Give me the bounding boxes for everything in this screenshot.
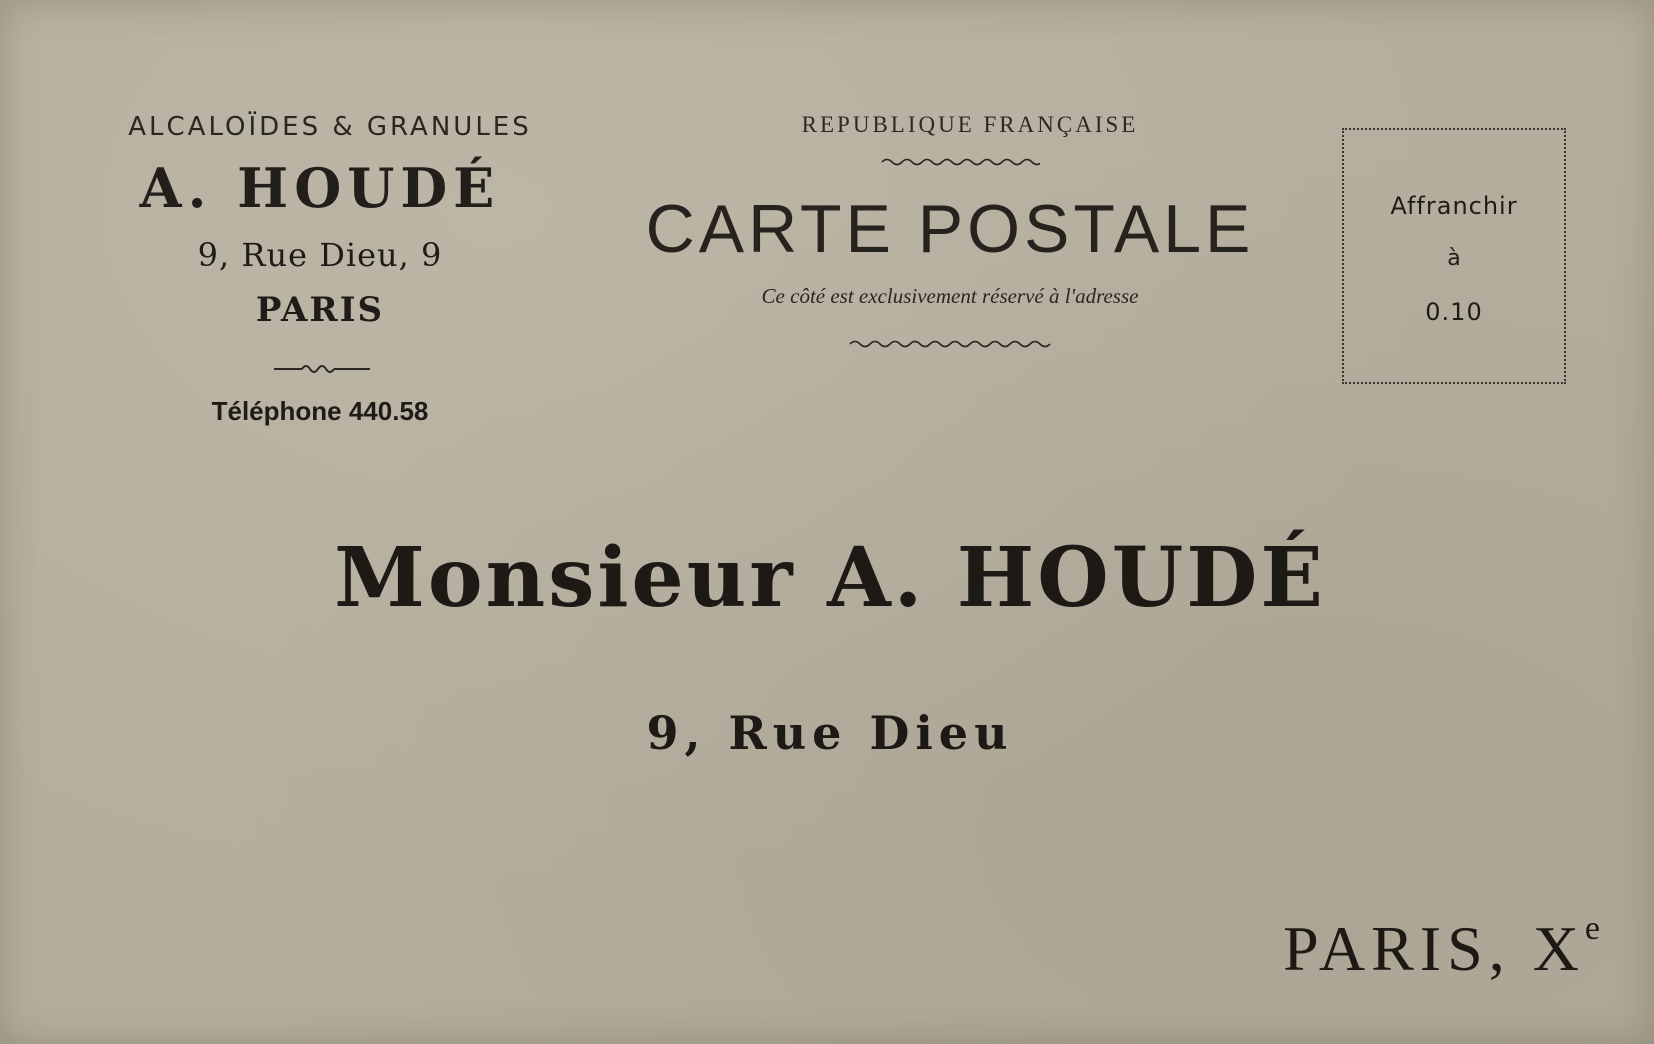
- wave-ornament-icon: [880, 156, 1040, 168]
- recipient-city-text: PARIS, X: [1283, 913, 1585, 984]
- republic-heading: REPUBLIQUE FRANÇAISE: [801, 112, 1139, 137]
- recipient-name: Monsieur A. HOUDÉ: [334, 530, 1326, 626]
- postcard-title: CARTE POSTALE: [645, 191, 1255, 267]
- sender-phone: Téléphone 440.58: [211, 396, 429, 426]
- stamp-text-a: à: [1447, 246, 1461, 271]
- sender-name: A. HOUDÉ: [139, 156, 501, 220]
- stamp-text-price: 0.10: [1425, 298, 1483, 326]
- sender-street: 9, Rue Dieu, 9: [197, 236, 443, 274]
- sender-city: PARIS: [255, 290, 385, 330]
- recipient-street: 9, Rue Dieu: [646, 706, 1014, 760]
- recipient-city: [1100, 912, 1600, 986]
- wave-ornament-icon: [848, 338, 1054, 350]
- sender-business-line: ALCALOÏDES & GRANULES: [128, 112, 532, 142]
- recipient-city-suffix: e: [1584, 910, 1600, 947]
- address-side-note: Ce côté est exclusivement réservé à l'adresse: [761, 284, 1139, 308]
- stamp-text-affranchir: Affranchir: [1390, 192, 1518, 220]
- sender-ornament-icon: [272, 362, 372, 376]
